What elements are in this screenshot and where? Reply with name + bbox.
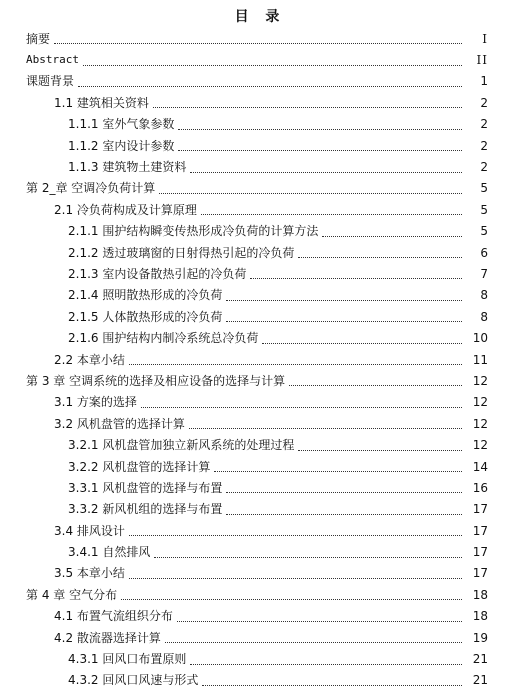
toc-entry[interactable]: [0, 28, 520, 49]
toc-entry-page-number: 2: [480, 95, 488, 110]
toc-entry-title: 3.5 本章小结: [54, 566, 125, 581]
dot-leader: [129, 354, 462, 365]
dot-leader: [178, 119, 462, 130]
toc-entry-page-number: 1: [480, 74, 488, 89]
dot-leader: [178, 140, 462, 151]
toc-entry[interactable]: [0, 114, 520, 135]
toc-entry-page-number: 7: [480, 266, 488, 281]
dot-leader: [121, 589, 462, 600]
toc-title: 目 录: [234, 9, 286, 25]
dot-leader: [159, 183, 462, 194]
dot-leader: [190, 654, 462, 665]
toc-entry-title: 2.2 本章小结: [54, 352, 125, 367]
toc-entry[interactable]: [0, 135, 520, 156]
toc-entry[interactable]: [0, 263, 520, 284]
toc-entry[interactable]: [0, 541, 520, 562]
dot-leader: [262, 333, 462, 344]
toc-entry-page-number: 6: [480, 245, 488, 260]
toc-entry-page-number: 10: [472, 331, 488, 346]
toc-entry-title: 摘要: [26, 31, 51, 46]
toc-entry-title: 4.2 散流器选择计算: [54, 630, 161, 645]
toc-entry[interactable]: [0, 156, 520, 177]
toc-entry-page-number: 5: [480, 181, 488, 196]
toc-entry-title: 3.3.1 风机盘管的选择与布置: [68, 480, 223, 495]
toc-entry-page-number: 16: [472, 480, 488, 495]
dot-leader: [190, 162, 462, 173]
toc-entry-page-number: 14: [472, 459, 488, 474]
toc-entry[interactable]: [0, 584, 520, 605]
toc-entry[interactable]: [0, 627, 520, 648]
dot-leader: [83, 55, 462, 66]
dot-leader: [153, 97, 462, 108]
toc-entry-page-number: 17: [472, 502, 488, 517]
toc-entry[interactable]: [0, 349, 520, 370]
toc-entry[interactable]: [0, 92, 520, 113]
toc-entry-title: 3.2.2 风机盘管的选择计算: [68, 459, 211, 474]
toc-entry-page-number: 17: [472, 566, 488, 581]
toc-entry-title: 1.1.2 室内设计参数: [68, 138, 175, 153]
toc-entry-page-number: 19: [472, 630, 488, 645]
toc-entry[interactable]: [0, 285, 520, 306]
toc-entry[interactable]: [0, 49, 520, 70]
toc-entry[interactable]: [0, 242, 520, 263]
toc-entry-title: 2.1.4 照明散热形成的冷负荷: [68, 288, 223, 303]
toc-entry-title: 2.1.5 人体散热形成的冷负荷: [68, 309, 223, 324]
toc-entry[interactable]: [0, 477, 520, 498]
toc-entry-page-number: 18: [472, 587, 488, 602]
toc-entry-page-number: II: [476, 53, 488, 68]
dot-leader: [226, 504, 462, 515]
dot-leader: [129, 525, 462, 536]
toc-entry[interactable]: [0, 199, 520, 220]
toc-entry-title: 3.4 排风设计: [54, 523, 125, 538]
toc-entry-title: 课题背景: [26, 74, 75, 89]
toc-entry[interactable]: [0, 499, 520, 520]
dot-leader: [250, 268, 462, 279]
toc-entry-title: 3.4.1 自然排风: [68, 545, 151, 560]
toc-entry-title: 第 2_章 空调冷负荷计算: [26, 181, 156, 196]
toc-entry-title: 1.1.3 建筑物土建资料: [68, 160, 187, 175]
toc-entry-page-number: 21: [472, 652, 488, 667]
dot-leader: [78, 76, 462, 87]
toc-entry-page-number: 2: [480, 138, 488, 153]
toc-entry-title: 4.3.2 回风口风速与形式: [68, 673, 199, 688]
toc-entry[interactable]: [0, 413, 520, 434]
toc-entry-title: 2.1.1 围护结构瞬变传热形成冷负荷的计算方法: [68, 224, 319, 239]
toc-entry-page-number: 12: [472, 395, 488, 410]
toc-entry-page-number: 12: [472, 416, 488, 431]
toc-entry-title: 2.1.6 围护结构内制冷系统总冷负荷: [68, 331, 259, 346]
toc-entry-title: 4.1 布置气流组织分布: [54, 609, 173, 624]
toc-entry[interactable]: [0, 520, 520, 541]
dot-leader: [129, 568, 462, 579]
toc-entry[interactable]: [0, 648, 520, 669]
toc-entry-title: 第 3 章 空调系统的选择及相应设备的选择与计算: [26, 373, 286, 388]
toc-entry[interactable]: [0, 221, 520, 242]
toc-entry-page-number: 8: [480, 309, 488, 324]
dot-leader: [289, 375, 462, 386]
toc-entry-title: 4.3.1 回风口布置原则: [68, 652, 187, 667]
toc-entry[interactable]: [0, 306, 520, 327]
toc-entry-page-number: 17: [472, 545, 488, 560]
toc-entry-title: 2.1.2 透过玻璃窗的日射得热引起的冷负荷: [68, 245, 295, 260]
toc-entry-title: 1.1 建筑相关资料: [54, 95, 149, 110]
toc-entry[interactable]: [0, 563, 520, 584]
toc-entry[interactable]: [0, 370, 520, 391]
toc-list: [0, 28, 520, 691]
toc-entry-title: 第 4 章 空气分布: [26, 587, 118, 602]
dot-leader: [226, 482, 462, 493]
toc-entry[interactable]: [0, 434, 520, 455]
toc-entry-page-number: 2: [480, 117, 488, 132]
toc-entry-page-number: 21: [472, 673, 488, 688]
toc-entry-title: 2.1 冷负荷构成及计算原理: [54, 202, 197, 217]
toc-entry-title: 1.1.1 室外气象参数: [68, 117, 175, 132]
toc-entry-title: 3.1 方案的选择: [54, 395, 137, 410]
toc-entry-page-number: 11: [472, 352, 488, 367]
toc-entry-page-number: 18: [472, 609, 488, 624]
dot-leader: [54, 33, 462, 44]
dot-leader: [298, 440, 462, 451]
toc-entry[interactable]: [0, 178, 520, 199]
dot-leader: [298, 247, 462, 258]
dot-leader: [177, 611, 462, 622]
toc-entry[interactable]: [0, 71, 520, 92]
dot-leader: [165, 632, 462, 643]
dot-leader: [189, 418, 462, 429]
toc-entry-page-number: I: [482, 31, 488, 46]
toc-entry-page-number: 12: [472, 373, 488, 388]
dot-leader: [202, 675, 462, 686]
toc-entry[interactable]: [0, 327, 520, 348]
dot-leader: [141, 397, 462, 408]
dot-leader: [226, 311, 462, 322]
toc-entry[interactable]: [0, 456, 520, 477]
dot-leader: [214, 461, 462, 472]
toc-entry-title: 3.2.1 风机盘管加独立新风系统的处理过程: [68, 438, 295, 453]
toc-entry-page-number: 5: [480, 202, 488, 217]
toc-entry[interactable]: [0, 392, 520, 413]
toc-entry-page-number: 8: [480, 288, 488, 303]
toc-entry-page-number: 5: [480, 224, 488, 239]
dot-leader: [322, 226, 462, 237]
dot-leader: [201, 204, 462, 215]
dot-leader: [226, 290, 462, 301]
toc-entry-title: Abstract: [26, 53, 79, 67]
toc-entry-page-number: 2: [480, 160, 488, 175]
dot-leader: [154, 547, 462, 558]
toc-entry[interactable]: [0, 606, 520, 627]
toc-entry-page-number: 17: [472, 523, 488, 538]
toc-entry[interactable]: [0, 670, 520, 691]
toc-entry-page-number: 12: [472, 438, 488, 453]
toc-entry-title: 3.2 风机盘管的选择计算: [54, 416, 185, 431]
toc-entry-title: 2.1.3 室内设备散热引起的冷负荷: [68, 266, 247, 281]
toc-entry-title: 3.3.2 新风机组的选择与布置: [68, 502, 223, 517]
